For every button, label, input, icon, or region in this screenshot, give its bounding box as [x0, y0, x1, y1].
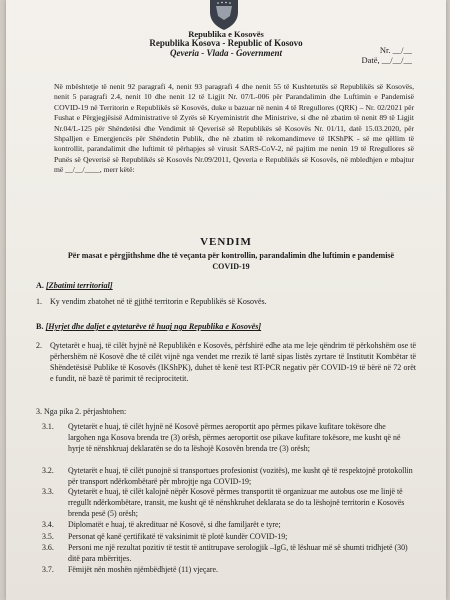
coat-of-arms-emblem — [202, 0, 246, 30]
list-item — [36, 296, 416, 307]
section-a-label: A. — [36, 281, 44, 290]
sub-item-number: 3.6. — [42, 543, 54, 552]
header-government: Qeveria - Vlada - Government — [170, 48, 282, 58]
sub-item-text: Personi me një rezultat pozitiv të testit të antitrupave serologjik –IgG, të lëshuar më së shumti tridhjetë (30) ditë para mbërritjes. — [68, 543, 408, 563]
sub-item — [42, 564, 414, 575]
sub-item-text: Personat që kanë çertifikatë të vaksinimit të plotë kundër COVID-19; — [68, 532, 288, 541]
item-number: 2. — [36, 341, 42, 350]
sub-item-text: Qytetarët e huaj, të cilët kalojnë nëpër Kosovë përmes transportit të organizuar me autobus ose me linjë të rregullt ndërkombëtare, transit, me kusht që të nënshkruhet deklarata se do ta lëshojnë territorin e Kosovës brenda pesë (5) orësh; — [68, 487, 405, 518]
item-number: 1. — [36, 297, 42, 306]
item-number: 3. — [36, 407, 42, 416]
header-republic-multilingual: Republika Kosova - Republic of Kosovo — [149, 38, 303, 48]
document-page — [6, 0, 446, 600]
sub-item-number: 3.4. — [42, 520, 54, 529]
item-text: Nga pika 2. përjashtohen: — [44, 407, 127, 416]
section-b-label: B. — [36, 322, 44, 331]
legal-basis-paragraph: Në mbështetje të nenit 92 paragrafi 4, nenit 93 paragrafi 4 dhe nenit 55 të Kushtetutës së Republikës së Kosovës, nenit 5 paragrafi 2.4, nenit 10 dhe nenit 12 të Ligjit Nr. 07/L-006 për Parandalimin dhe Luftimin e Pandemisë COVID-19 në Territorin e Republikës së Kosovës, duke u bazuar në nenin 4 të Rregullores (QRK) – Nr. 02/2021 për Fushat e Përgjegjësisë Administrative të Zyrës së Kryeministrit dhe Ministrive, si dhe në zbatim të nenit 89 të Ligjit Nr.04/L-125 për Shëndetësi dhe Vendimit të Qeverisë së Republikës së Kosovës Nr. 01/11, datë 15.03.2020, për Shpalljen e Emergjencës për Shëndetin Publik, dhe në zbatim të rekomandimeve të IKShPK - së me qëllim të kontrollit, parandalimit dhe luftimit të përhapjes së virusit SARS-CoV-2, në pajtim me nenin 19 të Rregullores së Punës së Qeverisë së Republikës së Kosovës Nr.09/2011, Qeveria e Republikës së Kosovës, në mbledhjen e mbajtur më __/__/____, merr këtë: — [54, 82, 414, 175]
sub-item — [42, 519, 414, 530]
sub-item-number: 3.5. — [42, 532, 54, 541]
sub-item — [42, 531, 414, 542]
sub-item-text: Diplomatët e huaj, të akredituar në Kosovë, si dhe familjarët e tyre; — [68, 520, 281, 529]
sub-item-text: Qytetarët e huaj, të cilët punojnë si transportues profesionist (vozitës), me kusht që të respektojnë protokollin për transport ndërkombëtarë për mbrojtje nga COVID-19; — [68, 466, 413, 486]
sub-item-number: 3.2. — [42, 466, 54, 475]
decision-subtitle: Për masat e përgjithshme dhe të veçanta për kontrollin, parandalimin dhe luftimin e pandemisë COVID-19 — [67, 251, 395, 271]
sub-item-number: 3.3. — [42, 487, 54, 496]
document-date: Datë, __/__/__ — [361, 55, 412, 65]
sub-item — [42, 465, 414, 487]
item-text: Qytetarët e huaj, të cilët hyjnë në Republikën e Kosovës, përfshirë edhe ata me leje qëndrim të përkohshëm ose të përhershëm në Kosovë dhe të cilët vijnë nga vendet me rrezik të lartë sipas listës zyrtare të Institutit Kombëtar të Shëndetësisë Publike të Kosovës (IKShPK), duhet të kenë test RT-PCR negativ për COVID-19 të bërë në 72 orët e fundit, në bazë të parimit të reciprocitetit. — [50, 341, 416, 383]
sub-item-text: Fëmijët nën moshën njëmbëdhjetë (11) vjeçare. — [68, 565, 219, 574]
list-item — [36, 340, 416, 384]
document-number: Nr. __/__ — [379, 45, 412, 55]
header-republic-albanian: Republika e Kosovës — [188, 29, 264, 39]
sub-item-number: 3.7. — [42, 565, 54, 574]
sub-item — [42, 486, 414, 519]
section-b-title: [Hyrjet dhe daljet e qytetarëve të huaj nga Republika e Kosovës] — [45, 322, 262, 331]
sub-item — [42, 542, 414, 564]
sub-item-number: 3.1. — [42, 422, 54, 431]
sub-item-text: Qytetarët e huaj, të cilët hyjnë në Kosovë përmes aeroportit apo përmes pikave kufitare tokësore dhe largohen nga Kosova brenda tre (3) orësh, përmes aeroportit ose pikave kufitare tokësore, me kusht që në hyrje të nënshkruaj deklaratën se do ta lëshojë Kosovën brenda tre (3) orësh; — [68, 422, 401, 453]
section-b-heading — [36, 322, 261, 331]
list-item — [36, 406, 126, 417]
item-text: Ky vendim zbatohet në të gjithë territorin e Republikës së Kosovës. — [50, 297, 267, 306]
decision-title: VENDIM — [200, 236, 252, 248]
section-a-title: [Zbatimi territorial] — [46, 281, 113, 290]
sub-item — [42, 421, 414, 454]
section-a-heading — [36, 281, 113, 290]
